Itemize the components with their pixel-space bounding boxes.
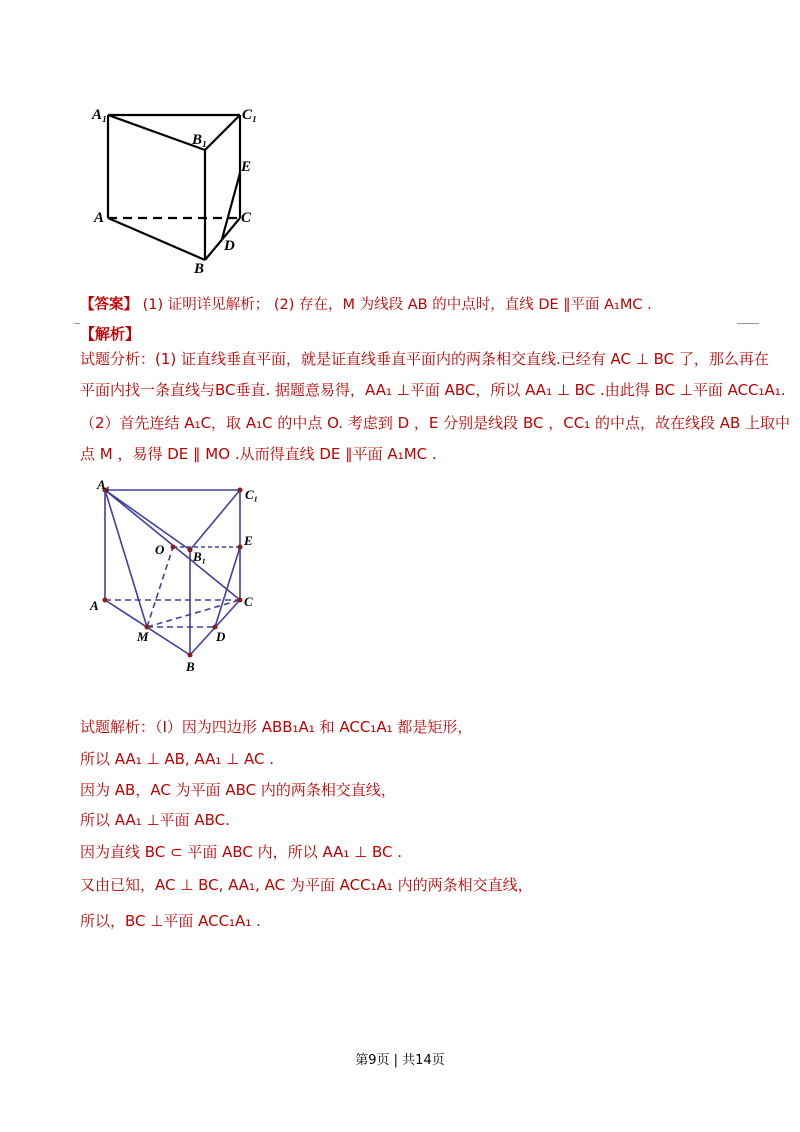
analysis-line-3: （2）首先连结 A₁C，取 A₁C 的中点 O. 考虑到 D ，E 分别是线段 BC ，CC₁ 的中点，故在线段 AB 上取中 [80,414,791,432]
solution-line-7: 所以，BC ⊥平面 ACC₁A₁ . [80,912,261,930]
divider-right [737,323,759,324]
label-a1: A₁ [97,477,111,492]
solution-line-2: 所以 AA₁ ⊥ AB, AA₁ ⊥ AC . [80,750,274,768]
answer-tag: 【答案】 [80,297,138,313]
point-b1 [188,548,193,553]
solution-line-3: 因为 AB，AC 为平面 ABC 内的两条相交直线， [80,781,396,799]
label-c: C [241,210,252,226]
answer-text: (1) 证明详见解析； (2) 存在，M 为线段 AB 的中点时，直线 DE ∥平面 A₁MC . [142,297,652,313]
line-mo [147,547,173,627]
label-m: M [137,629,149,644]
label-b1: B₁ [192,132,208,148]
point-e [238,545,243,550]
label-a: A [90,598,99,613]
line-mc [147,600,240,627]
label-e: E [241,159,252,175]
label-o: O [155,542,165,557]
label-b: B [194,261,205,277]
solution-line-6: 又由已知，AC ⊥ BC, AA₁, AC 为平面 ACC₁A₁ 内的两条相交直线， [80,876,533,894]
prism-figure-1 [70,95,270,280]
edge-a1b1 [108,115,208,150]
point-c1 [238,488,243,493]
page-footer: 第9页 | 共14页 [355,1053,445,1068]
point-b [188,653,193,658]
line-de [215,547,240,627]
point-c [238,598,243,603]
label-e: E [244,533,253,548]
solution-line-5: 因为直线 BC ⊂ 平面 ABC 内，所以 AA₁ ⊥ BC . [80,843,403,861]
analysis-line-1: 试题分析：(1) 证直线垂直平面，就是证直线垂直平面内的两条相交直线.已经有 AC ⊥ BC 了，那么再在 [80,350,769,368]
point-o [171,545,176,550]
solution-line-1: 试题解析：（Ⅰ）因为四边形 ABB₁A₁ 和 ACC₁A₁ 都是矩形， [80,718,473,736]
edge-b1c1 [190,490,240,550]
point-a [103,598,108,603]
edge-ab [108,218,205,260]
label-b1: B₁ [193,549,207,564]
answer-line [80,294,652,316]
label-d: D [224,238,235,254]
line-a1m [105,490,147,627]
solution-line-4: 所以 AA₁ ⊥平面 ABC. [80,811,230,829]
label-b: B [186,659,195,674]
label-a: A [94,210,105,226]
label-c1: C₁ [245,487,259,502]
analysis-line-4: 点 M ，易得 DE ∥ MO .从而得直线 DE ∥平面 A₁MC . [80,445,437,463]
label-c: C [244,594,253,609]
label-d: D [216,629,226,644]
prism-figure-2 [85,475,275,675]
edge-a1b1 [105,490,190,550]
label-a1: A₁ [92,107,108,123]
label-c1: C₁ [242,107,258,123]
analysis-line-2: 平面内找一条直线与BC垂直. 据题意易得，AA₁ ⊥平面 ABC，所以 AA₁ ⊥ BC .由此得 BC ⊥平面 ACC₁A₁. [80,381,786,399]
edge-b1c1 [205,115,240,150]
analysis-tag: 【解析】 [80,325,141,343]
